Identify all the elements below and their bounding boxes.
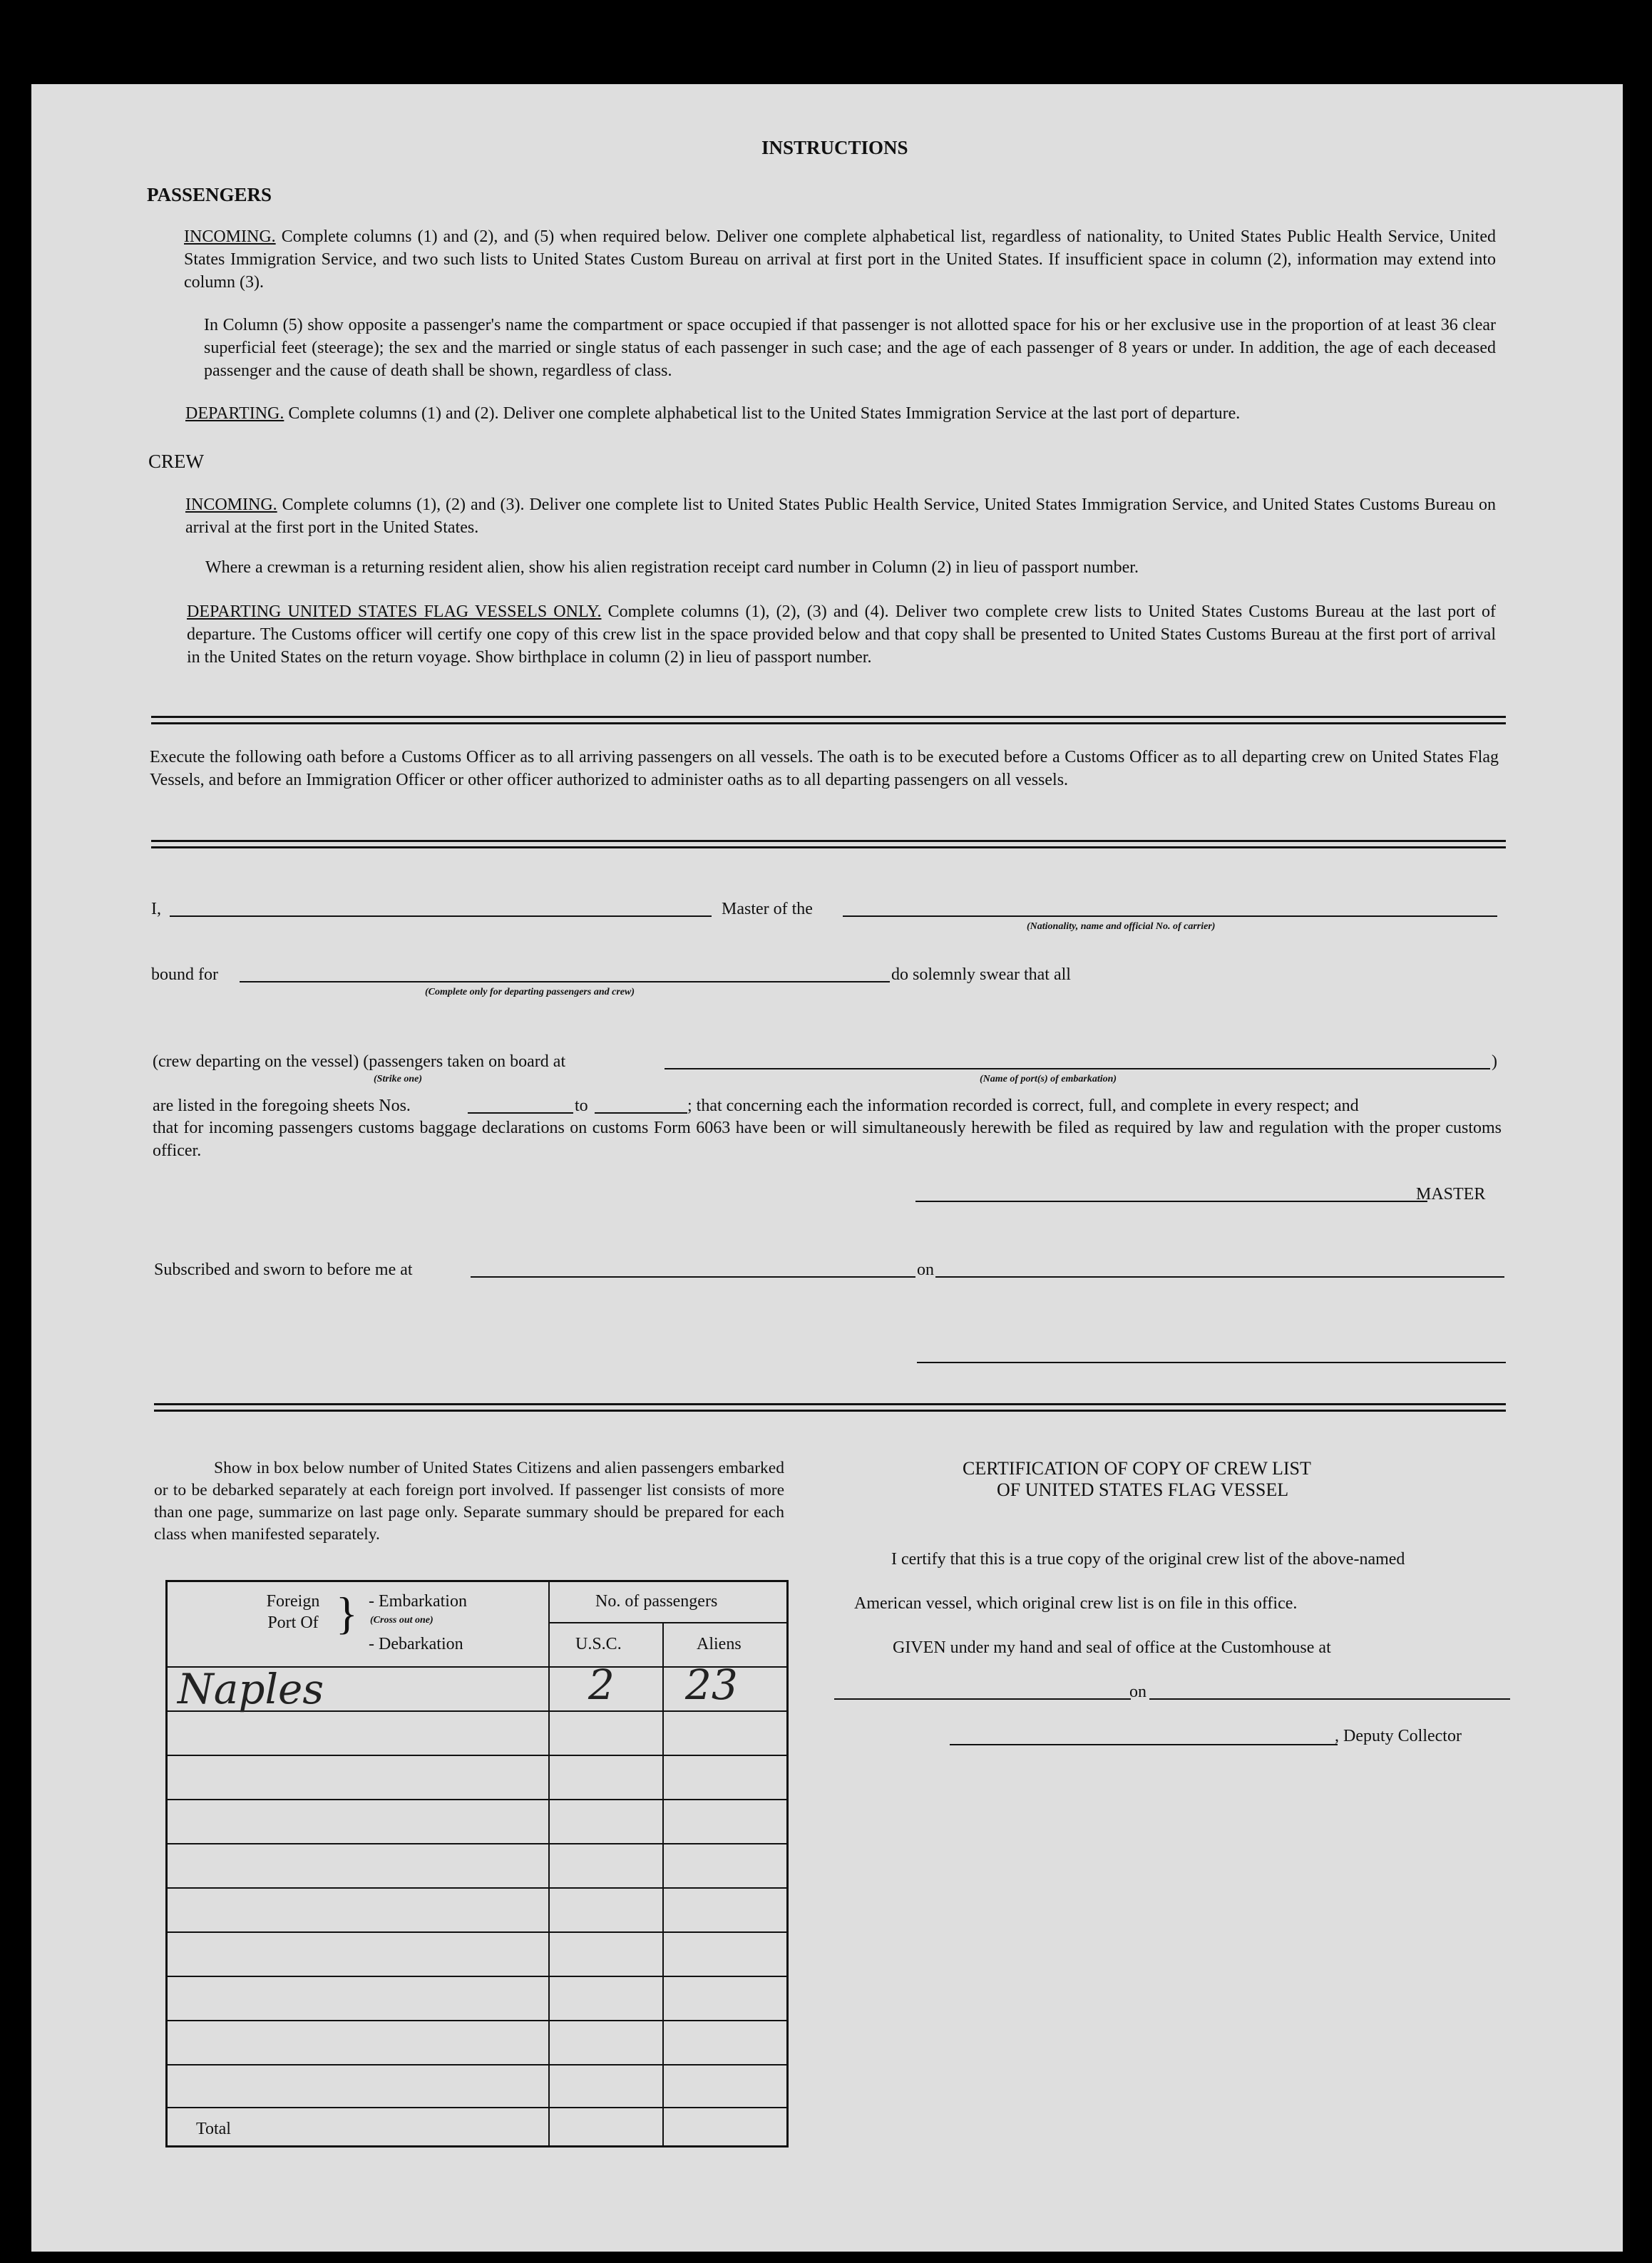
complete-caption: (Complete only for departing passengers and crew)	[425, 987, 635, 997]
certification-title-1: CERTIFICATION OF COPY OF CREW LIST	[963, 1458, 1311, 1479]
swear-text: do solemnly swear that all	[891, 965, 1071, 984]
passengers-heading: PASSENGERS	[147, 184, 272, 205]
crew-departing-paragraph	[187, 600, 1496, 669]
double-rule-3	[154, 1403, 1506, 1412]
passenger-summary-table	[165, 1580, 789, 2147]
listed-to: to	[575, 1097, 588, 1115]
certification-title-2: OF UNITED STATES FLAG VESSEL	[997, 1479, 1289, 1500]
deputy-collector-label: , Deputy Collector	[1335, 1727, 1462, 1745]
master-name-field[interactable]	[170, 915, 712, 917]
double-rule-2	[151, 840, 1506, 848]
col-aliens: Aliens	[697, 1635, 742, 1653]
passengers-incoming-text: Complete columns (1) and (2), and (5) when required below. Deliver one complete alphabetical list, regardless of nationality, to United States Public Health Service, United States Immigration Service, and two such lists to United States Custom Bureau on arrival at first port in the United States. If insufficient space in column (2), information may extend into column (3).	[184, 227, 1496, 292]
listed-text-a: are listed in the foregoing sheets Nos.	[153, 1097, 411, 1115]
oath-i-label: I,	[151, 900, 161, 918]
summary-instructions: Show in box below number of United States Citizens and alien passengers embarked or to be debarked separately at each foreign port involved. If passenger list consists of more than one page, summarize on last page only. Separate summary should be prepared for each class when manifested separately.	[154, 1459, 784, 1544]
row-usc-handwritten: 2	[588, 1661, 615, 1709]
master-of-label: Master of the	[722, 900, 813, 918]
ports-caption: (Name of port(s) of embarkation)	[980, 1074, 1117, 1084]
subscribed-text: Subscribed and sworn to before me at	[154, 1261, 413, 1279]
passengers-departing-paragraph	[185, 402, 1496, 425]
crew-departing-text: (crew departing on the vessel) (passengers taken on board at	[153, 1052, 566, 1071]
listed-text-b: ; that concerning each the information recorded is correct, full, and complete in every respect; and	[687, 1097, 1359, 1115]
crew-incoming-paragraph	[185, 493, 1496, 539]
deputy-signature-field[interactable]	[950, 1744, 1338, 1745]
crew-incoming-label: INCOMING.	[185, 496, 277, 514]
crew-resident-paragraph: Where a crewman is a returning resident alien, show his alien registration receipt card number in Column (2) in lieu of passport number.	[205, 558, 1139, 577]
oath-intro: Execute the following oath before a Customs Officer as to all arriving passengers on all vessels. The oath is to be executed before a Customs Officer as to all departing crew on United States Flag Vessels, and before an Immigration Officer or other officer authorized to administer oaths as to all departing passengers on all vessels.	[150, 748, 1499, 789]
listed-text-c: that for incoming passengers customs baggage declarations on customs Form 6063 have been or will simultaneously herewith be filed as required by law and regulation with the proper customs officer.	[153, 1119, 1502, 1160]
cert-on-label: on	[1129, 1683, 1146, 1701]
master-signature-field[interactable]	[915, 1201, 1427, 1202]
sworn-on-label: on	[917, 1261, 934, 1279]
given-text: GIVEN under my hand and seal of office at the Customhouse at	[893, 1638, 1331, 1657]
passengers-incoming-paragraph	[184, 225, 1496, 294]
sworn-on-field[interactable]	[935, 1276, 1504, 1278]
col-foreign-port: Foreign Port Of	[266, 1592, 320, 1632]
passengers-departing-text: Complete columns (1) and (2). Deliver one complete alphabetical list to the United States Immigration Service at the last port of departure.	[288, 404, 1241, 423]
row-aliens-handwritten: 23	[685, 1661, 738, 1709]
customhouse-field[interactable]	[834, 1698, 1131, 1700]
certify-line-1: I certify that this is a true copy of the original crew list of the above-named	[891, 1550, 1405, 1569]
brace-icon: }	[336, 1588, 358, 1638]
crew-departing-text: Complete columns (1), (2), (3) and (4). Deliver two complete crew lists to United States Customs Bureau at the last port of departure. The Customs officer will certify one copy of this crew list in the space provided below and that copy shall be presented to United States Customs Bureau at the first port of arrival in the United States on the return voyage. Show birthplace in column (2) in lieu of passport number.	[187, 602, 1497, 667]
crew-incoming-text: Complete columns (1), (2) and (3). Deliver one complete list to United States Public Health Service, United States Immigration Service, and United States Customs Bureau on arrival at the first port in the United States.	[185, 496, 1496, 537]
col-no-passengers: No. of passengers	[595, 1592, 718, 1611]
bound-for-field[interactable]	[240, 981, 890, 982]
crew-heading: CREW	[148, 451, 204, 472]
crew-departing-label: DEPARTING UNITED STATES FLAG VESSELS ONLY.	[187, 602, 602, 621]
embarkation-ports-field[interactable]	[665, 1068, 1490, 1069]
row-port-handwritten: Naples	[178, 1665, 324, 1713]
bound-for-label: bound for	[151, 965, 218, 984]
passengers-departing-label: DEPARTING.	[185, 404, 284, 423]
double-rule-1	[151, 716, 1506, 724]
passengers-column5-paragraph: In Column (5) show opposite a passenger's name the compartment or space occupied if that passenger is not allotted space for his or her exclusive use in the proportion of at least 36 clear superficial feet (steerage); the sex and the married or single status of each passenger in such case; and the age of each passenger of 8 years or under. In addition, the age of each deceased passenger and the cause of death shall be shown, regardless of class.	[204, 316, 1496, 380]
certify-line-2: American vessel, which original crew list is on file in this office.	[854, 1594, 1298, 1613]
total-label: Total	[196, 2120, 231, 2138]
strike-caption: (Strike one)	[374, 1074, 423, 1084]
close-paren: )	[1492, 1052, 1497, 1071]
page-title: INSTRUCTIONS	[761, 137, 908, 158]
col-embarkation: - Embarkation	[369, 1592, 467, 1611]
passengers-incoming-label: INCOMING.	[184, 227, 276, 246]
col-usc: U.S.C.	[575, 1635, 622, 1653]
officer-signature-field[interactable]	[917, 1362, 1506, 1363]
col-debarkation: - Debarkation	[369, 1635, 463, 1653]
col-cross-out: (Cross out one)	[370, 1615, 433, 1626]
sheet-from-field[interactable]	[468, 1112, 573, 1114]
sheet-to-field[interactable]	[595, 1112, 687, 1114]
nationality-caption: (Nationality, name and official No. of carrier)	[1027, 921, 1216, 932]
carrier-field[interactable]	[843, 915, 1497, 917]
master-label: MASTER	[1416, 1185, 1486, 1204]
cert-date-field[interactable]	[1149, 1698, 1510, 1700]
sworn-at-field[interactable]	[471, 1276, 915, 1278]
